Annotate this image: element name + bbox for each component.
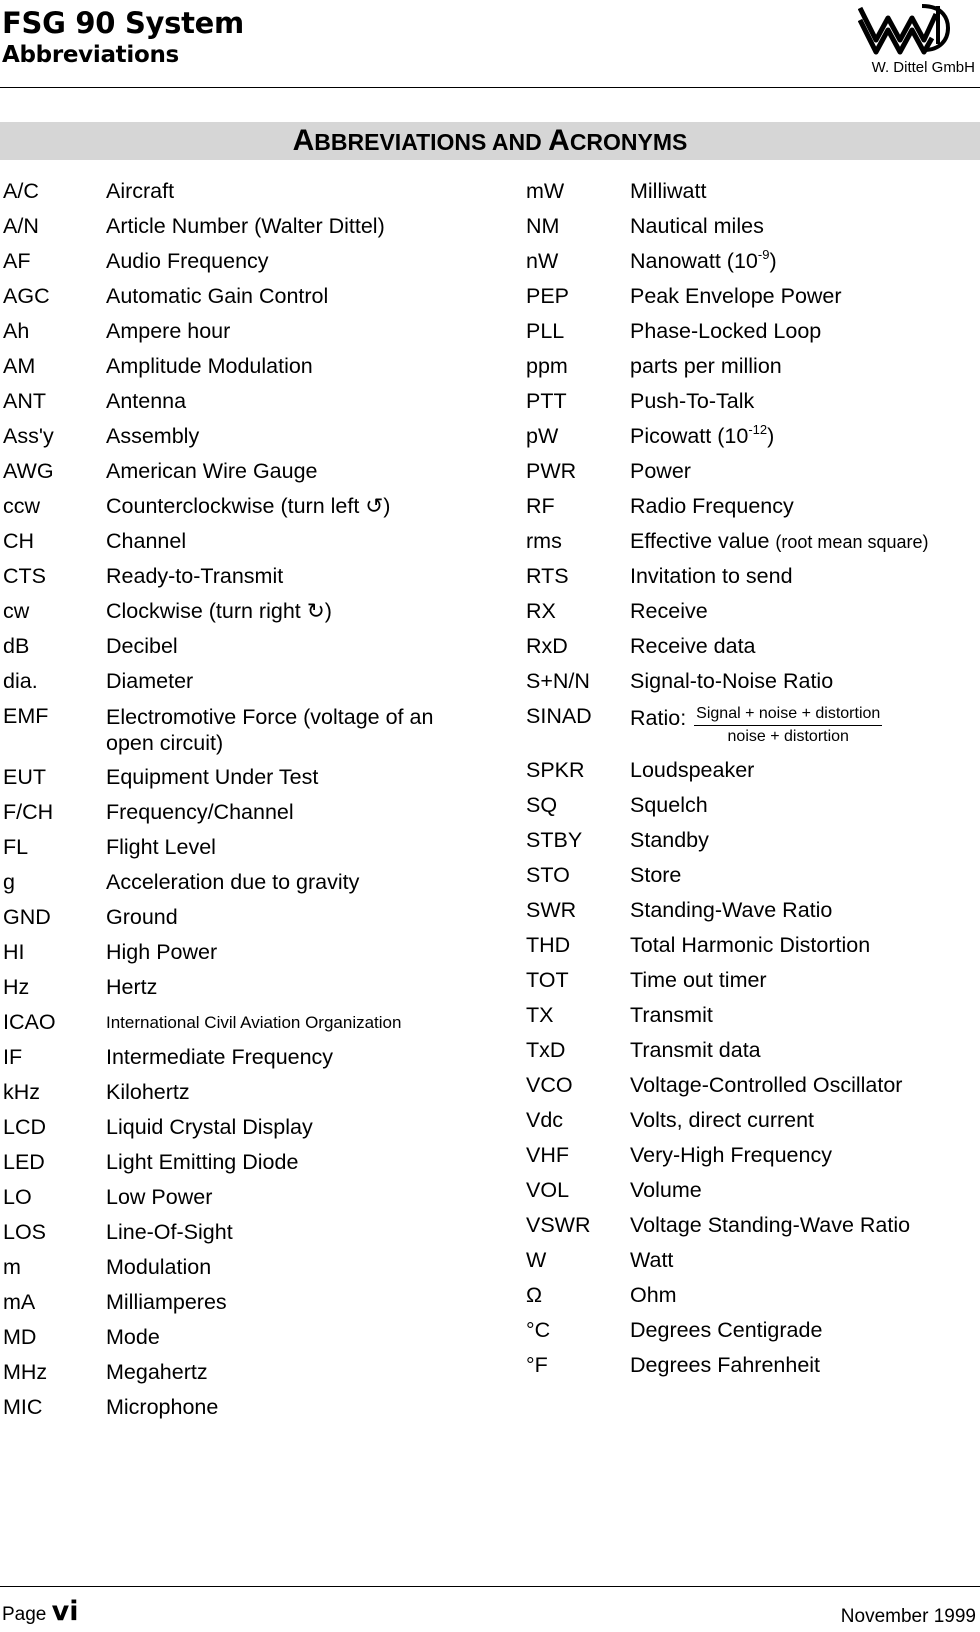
abbreviation-row <box>0 900 490 935</box>
abbreviation-row <box>526 559 980 594</box>
abbreviation-term: SINAD <box>526 704 592 728</box>
abbreviation-row <box>526 1208 980 1243</box>
abbreviation-term: NM <box>526 214 560 238</box>
abbreviation-definition: Intermediate Frequency <box>106 1045 334 1069</box>
abbreviation-row <box>526 594 980 629</box>
abbreviation-definition: Ratio: $\frac{\text{Signal + noise + distortion}}{\text{noise + distortion}}$ <box>630 705 881 745</box>
abbreviation-row <box>526 279 980 314</box>
abbreviation-term: GND <box>3 905 51 929</box>
abbreviation-row <box>526 454 980 489</box>
abbreviation-row <box>526 788 980 823</box>
abbreviation-term: LO <box>3 1185 32 1209</box>
abbreviation-definition: Channel <box>106 529 187 553</box>
abbreviation-term: TOT <box>526 968 569 992</box>
abbreviation-row <box>526 823 980 858</box>
abbreviation-term: Hz <box>3 975 30 999</box>
abbreviation-row <box>0 244 490 279</box>
abbreviation-definition: Acceleration due to gravity <box>106 870 360 894</box>
abbreviation-row <box>526 1033 980 1068</box>
abbreviation-definition: Kilohertz <box>106 1080 190 1104</box>
abbreviation-row <box>0 1285 490 1320</box>
abbreviation-term: MIC <box>3 1395 43 1419</box>
abbreviation-term: STO <box>526 863 570 887</box>
abbreviation-row <box>0 1320 490 1355</box>
abbreviation-row <box>526 893 980 928</box>
abbreviation-row <box>526 384 980 419</box>
abbreviation-row <box>0 664 490 699</box>
abbreviation-definition: Line-Of-Sight <box>106 1220 233 1244</box>
abbreviation-term: g <box>3 870 15 894</box>
abbreviation-row <box>526 928 980 963</box>
abbreviation-definition: parts per million <box>630 354 782 378</box>
abbreviation-row <box>526 1138 980 1173</box>
abbreviation-definition: Mode <box>106 1325 160 1349</box>
abbreviation-row <box>526 314 980 349</box>
abbreviation-row <box>0 1005 490 1040</box>
abbreviation-definition: Automatic Gain Control <box>106 284 329 308</box>
abbreviation-definition: Audio Frequency <box>106 249 269 273</box>
abbreviation-definition: Assembly <box>106 424 200 448</box>
abbreviation-term: FL <box>3 835 29 859</box>
abbreviation-term: HI <box>3 940 25 964</box>
abbreviation-definition: Voltage Standing-Wave Ratio <box>630 1213 911 1237</box>
abbreviation-term: CTS <box>3 564 46 588</box>
abbreviation-term: dB <box>3 634 30 658</box>
dittel-logo-icon <box>858 0 950 58</box>
abbreviation-row <box>0 1180 490 1215</box>
abbreviation-row <box>0 559 490 594</box>
abbreviation-row <box>0 830 490 865</box>
abbreviation-term: SWR <box>526 898 577 922</box>
abbreviation-row <box>0 1075 490 1110</box>
abbreviation-term: PWR <box>526 459 577 483</box>
document-title: FSG 90 System <box>2 6 244 40</box>
abbreviation-definition: Ready-to-Transmit <box>106 564 284 588</box>
abbreviation-definition: Loudspeaker <box>630 758 755 782</box>
abbreviation-term: SPKR <box>526 758 585 782</box>
abbreviation-term: STBY <box>526 828 583 852</box>
abbreviation-definition: Article Number (Walter Dittel) <box>106 214 385 238</box>
abbreviation-definition: Squelch <box>630 793 708 817</box>
abbreviation-definition: Decibel <box>106 634 178 658</box>
abbreviations-left-column <box>0 174 490 1425</box>
abbreviation-definition: Standby <box>630 828 709 852</box>
abbreviation-term: TX <box>526 1003 554 1027</box>
abbreviation-definition: Watt <box>630 1248 674 1272</box>
abbreviation-row <box>0 594 490 629</box>
sinad-fraction: $\frac{\text{Signal + noise + distortion}}{\text{noise + distortion}}$ <box>696 705 881 745</box>
abbreviation-row <box>0 795 490 830</box>
abbreviation-term: VHF <box>526 1143 569 1167</box>
abbreviation-term: LED <box>3 1150 45 1174</box>
abbreviation-term: °F <box>526 1353 548 1377</box>
abbreviation-row <box>0 1390 490 1425</box>
abbreviation-definition: Radio Frequency <box>630 494 794 518</box>
abbreviation-term: RxD <box>526 634 568 658</box>
abbreviation-definition: Liquid Crystal Display <box>106 1115 313 1139</box>
abbreviation-term: ICAO <box>3 1010 56 1034</box>
abbreviations-right-column <box>526 174 980 1383</box>
abbreviation-term: nW <box>526 249 559 273</box>
abbreviation-row <box>0 454 490 489</box>
page-header <box>0 0 980 90</box>
abbreviation-row <box>526 629 980 664</box>
abbreviation-row <box>526 998 980 1033</box>
abbreviation-term: AGC <box>3 284 50 308</box>
abbreviation-term: A/C <box>3 179 39 203</box>
abbreviation-definition: Standing-Wave Ratio <box>630 898 833 922</box>
abbreviation-definition: Invitation to send <box>630 564 793 588</box>
abbreviation-row <box>0 384 490 419</box>
abbreviation-definition: Amplitude Modulation <box>106 354 313 378</box>
abbreviation-term: VCO <box>526 1073 573 1097</box>
abbreviation-term: ANT <box>3 389 46 413</box>
abbreviation-definition: Effective value (root mean square) <box>630 529 929 553</box>
abbreviation-row <box>526 419 980 454</box>
abbreviation-term: AF <box>3 249 31 273</box>
abbreviation-term: AWG <box>3 459 54 483</box>
abbreviation-definition: American Wire Gauge <box>106 459 318 483</box>
abbreviation-definition: International Civil Aviation Organization <box>106 1013 402 1032</box>
abbreviation-definition: Counterclockwise (turn left ↺) <box>106 494 391 518</box>
abbreviation-term: Ω <box>526 1283 543 1307</box>
abbreviation-row <box>526 174 980 209</box>
abbreviation-definition: Antenna <box>106 389 187 413</box>
abbreviation-row <box>526 489 980 524</box>
abbreviation-definition: Aircraft <box>106 179 175 203</box>
abbreviation-definition: Milliamperes <box>106 1290 227 1314</box>
abbreviation-term: RX <box>526 599 556 623</box>
abbreviation-term: LCD <box>3 1115 47 1139</box>
document-subtitle: Abbreviations <box>2 42 179 68</box>
company-name: W. Dittel GmbH <box>871 59 975 76</box>
abbreviation-term: PTT <box>526 389 567 413</box>
abbreviation-row <box>526 349 980 384</box>
abbreviation-row <box>0 349 490 384</box>
abbreviation-row <box>0 279 490 314</box>
abbreviation-definition: Frequency/Channel <box>106 800 294 824</box>
abbreviation-definition: Volts, direct current <box>630 1108 815 1132</box>
abbreviation-row <box>0 1040 490 1075</box>
abbreviation-row <box>0 419 490 454</box>
abbreviation-definition: Peak Envelope Power <box>630 284 842 308</box>
abbreviation-term: S+N/N <box>526 669 590 693</box>
abbreviation-term: dia. <box>3 669 38 693</box>
abbreviation-definition: Low Power <box>106 1185 213 1209</box>
abbreviation-row <box>0 174 490 209</box>
abbreviation-row <box>0 760 490 795</box>
abbreviation-definition: Milliwatt <box>630 179 707 203</box>
abbreviation-term: VSWR <box>526 1213 591 1237</box>
abbreviation-definition: Nanowatt $(10^{-9})$ <box>630 247 777 273</box>
section-heading-bar <box>0 122 980 160</box>
abbreviation-row <box>526 963 980 998</box>
abbreviation-row <box>526 1068 980 1103</box>
abbreviation-definition: Store <box>630 863 682 887</box>
abbreviation-term: W <box>526 1248 547 1272</box>
abbreviation-term: mW <box>526 179 565 203</box>
abbreviation-row <box>526 753 980 788</box>
abbreviation-term: F/CH <box>3 800 54 824</box>
abbreviation-definition: Volume <box>630 1178 702 1202</box>
abbreviation-row <box>526 1348 980 1383</box>
abbreviation-term: kHz <box>3 1080 41 1104</box>
abbreviation-term: AM <box>3 354 36 378</box>
abbreviation-definition: Ohm <box>630 1283 677 1307</box>
footer-divider <box>0 1586 980 1587</box>
abbreviation-definition: Clockwise (turn right ↻) <box>106 599 332 623</box>
abbreviation-definition: Picowatt $(10^{-12})$ <box>630 422 775 448</box>
abbreviation-term: EUT <box>3 765 46 789</box>
abbreviation-term: PEP <box>526 284 570 308</box>
abbreviation-definition: Receive <box>630 599 708 623</box>
abbreviation-term: ccw <box>3 494 41 518</box>
page-number: Page vi <box>2 1596 79 1627</box>
abbreviation-row <box>526 858 980 893</box>
abbreviation-term: CH <box>3 529 35 553</box>
document-date: November 1999 <box>840 1606 976 1627</box>
abbreviation-definition: Degrees Centigrade <box>630 1318 823 1342</box>
abbreviation-row <box>0 1355 490 1390</box>
abbreviation-row <box>0 314 490 349</box>
abbreviation-term: ppm <box>526 354 568 378</box>
abbreviation-definition: Diameter <box>106 669 194 693</box>
abbreviation-row <box>0 524 490 559</box>
abbreviation-term: PLL <box>526 319 565 343</box>
abbreviation-definition: Receive data <box>630 634 756 658</box>
abbreviation-definition: Total Harmonic Distortion <box>630 933 871 957</box>
abbreviation-definition: Flight Level <box>106 835 216 859</box>
abbreviation-term: LOS <box>3 1220 47 1244</box>
abbreviation-term: VOL <box>526 1178 570 1202</box>
abbreviation-term: MHz <box>3 1360 48 1384</box>
abbreviation-definition: Ground <box>106 905 178 929</box>
header-divider <box>0 87 980 88</box>
abbreviation-definition: Time out timer <box>630 968 767 992</box>
abbreviation-row <box>526 1103 980 1138</box>
abbreviation-row <box>0 865 490 900</box>
abbreviation-row <box>0 489 490 524</box>
section-title: ABBREVIATIONS AND ACRONYMS <box>292 124 688 157</box>
abbreviation-row <box>0 1145 490 1180</box>
abbreviation-definition: Voltage-Controlled Oscillator <box>630 1073 903 1097</box>
abbreviation-term: IF <box>3 1045 23 1069</box>
abbreviation-definition: Power <box>630 459 691 483</box>
abbreviation-row <box>526 1243 980 1278</box>
abbreviation-term: RF <box>526 494 555 518</box>
abbreviation-definition: Microphone <box>106 1395 219 1419</box>
abbreviation-term: cw <box>3 599 30 623</box>
abbreviation-definition: Ampere hour <box>106 319 231 343</box>
abbreviation-term: MD <box>3 1325 37 1349</box>
abbreviation-term: A/N <box>3 214 39 238</box>
abbreviation-definition: Degrees Fahrenheit <box>630 1353 821 1377</box>
abbreviation-term: THD <box>526 933 571 957</box>
abbreviation-definition: Equipment Under Test <box>106 765 319 789</box>
abbreviation-definition: Signal-to-Noise Ratio <box>630 669 834 693</box>
abbreviation-row <box>0 629 490 664</box>
abbreviation-definition: High Power <box>106 940 218 964</box>
abbreviation-row <box>526 524 980 559</box>
abbreviation-term: m <box>3 1255 21 1279</box>
abbreviation-row <box>0 1250 490 1285</box>
abbreviation-row <box>0 209 490 244</box>
abbreviation-row <box>526 209 980 244</box>
abbreviation-term: mA <box>3 1290 36 1314</box>
abbreviation-definition: Modulation <box>106 1255 212 1279</box>
abbreviation-row <box>526 1173 980 1208</box>
abbreviation-row <box>526 699 980 753</box>
abbreviation-row <box>0 935 490 970</box>
abbreviation-definition: Megahertz <box>106 1360 208 1384</box>
abbreviation-term: TxD <box>526 1038 566 1062</box>
abbreviation-definition: Transmit data <box>630 1038 761 1062</box>
abbreviation-row <box>0 699 490 760</box>
abbreviation-definition: Transmit <box>630 1003 713 1027</box>
abbreviation-term: rms <box>526 529 562 553</box>
abbreviation-row <box>526 664 980 699</box>
abbreviation-term: EMF <box>3 704 49 728</box>
abbreviation-definition: Nautical miles <box>630 214 764 238</box>
abbreviation-row <box>526 1313 980 1348</box>
abbreviation-term: Ass'y <box>3 424 54 448</box>
abbreviation-term: °C <box>526 1318 551 1342</box>
abbreviation-term: Ah <box>3 319 30 343</box>
abbreviation-term: pW <box>526 424 559 448</box>
abbreviation-term: Vdc <box>526 1108 564 1132</box>
abbreviation-row <box>526 1278 980 1313</box>
abbreviation-definition: Light Emitting Diode <box>106 1150 299 1174</box>
abbreviation-term: RTS <box>526 564 569 588</box>
abbreviation-definition: Hertz <box>106 975 158 999</box>
abbreviation-row <box>526 244 980 279</box>
abbreviation-row <box>0 1215 490 1250</box>
abbreviation-term: SQ <box>526 793 558 817</box>
abbreviation-row <box>0 970 490 1005</box>
abbreviation-definition: Very-High Frequency <box>630 1143 832 1167</box>
abbreviation-definition: Phase-Locked Loop <box>630 319 822 343</box>
abbreviation-definition: Push-To-Talk <box>630 389 755 413</box>
abbreviation-definition: Electromotive Force (voltage of an open circuit) <box>106 705 434 755</box>
abbreviation-row <box>0 1110 490 1145</box>
